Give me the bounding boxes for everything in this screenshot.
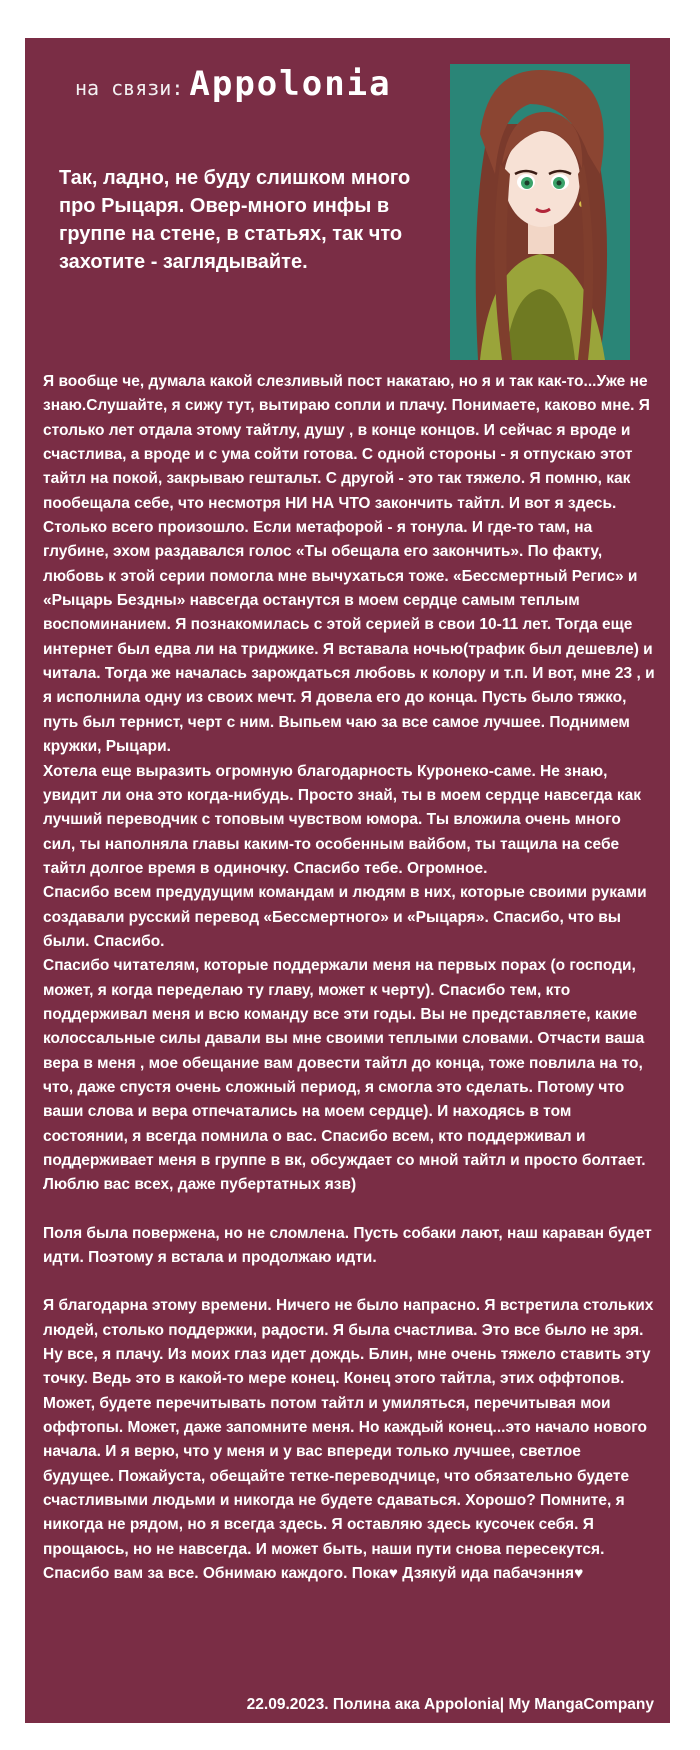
- header: [75, 64, 392, 104]
- author-name: Appolonia: [189, 64, 392, 104]
- header-prefix: на связи:: [75, 76, 184, 100]
- paragraph: Хотела еще выразить огромную благодарность Куронеко-саме. Не знаю, увидит ли она это когда-нибудь. Просто знай, ты в моем сердце навсегда как лучший переводчик с топовым чувством юмора. Ты вложила очень много сил, ты наполняла главы каким-то особенным вайбом, ты тащила на себе тайтл долгое время в одиночку. Спасибо тебе. Огромное.: [43, 762, 641, 877]
- paragraph-spacer: [43, 1270, 655, 1294]
- paragraph: Я вообще че, думала какой слезливый пост накатаю, но я и так как-то...Уже не знаю.Слушайте, я сижу тут, вытираю сопли и плачу. Понимаете, каково мне. Я столько лет отдала этому тайтлу, душу , в конце концов. И сейчас я вроде и счастлива, а вроде и с ума сойти готова. С одной стороны - я отпускаю этот тайтл на покой, закрываю гештальт. С другой - это так тяжело. Я помню, как пообещала себе, что несмотря НИ НА ЧТО закончить тайтл. И вот я здесь. Столько всего произошло. Если метафорой - я тонула. И где-то там, на глубине, эхом раздавался голос «Ты обещала его закончить». По факту, любовь к этой серии помогла мне вычухаться тоже. «Бессмертный Регис» и «Рыцарь Бездны» навсегда останутся в моем сердце самым теплым воспоминанием. Я познакомилась с этой серией в свои 10-11 лет. Тогда еще интернет был едва ли на триджике. Я вставала ночью(трафик был дешевле) и читала. Тогда же началась зарождаться любовь к колору и т.п. И вот, мне 23 , и я исполнила одну из своих мечт. Я довела его до конца. Пусть было тяжко, путь был тернист, черт с ним. Выпьем чаю за все самое лучшее. Поднимем кружки, Рыцари.: [43, 373, 655, 756]
- intro-text: Так, ладно, не буду слишком много про Рыцаря. Овер-много инфы в группе на стене, в статьях, так что захотите - заглядывайте.: [59, 167, 411, 273]
- signature-line: 22.09.2023. Полина ака Appolonia| My MangaCompany: [246, 1696, 654, 1713]
- paragraph: Поля была повержена, но не сломлена. Пусть собаки лают, наш караван будет идти. Поэтому я встала и продолжаю идти.: [43, 1224, 652, 1267]
- paragraph-spacer: [43, 1198, 655, 1222]
- afterword-body: [43, 370, 655, 1587]
- afterword-card: [25, 38, 670, 1723]
- author-portrait: [450, 64, 630, 360]
- anime-girl-portrait-icon: [450, 64, 630, 360]
- paragraph: Спасибо читателям, которые поддержали меня на первых порах (о господи, может, я когда переделаю ту главу, может к черту). Спасибо тем, кто поддерживал меня и всю команду все эти годы. Вы не представляете, какие колоссальные силы давали вы мне своими теплыми словами. Отчасти ваша вера в меня , мое обещание вам довести тайтл до конца, тоже повлила на то, что, даже спустя очень сложный период, я смогла это сделать. Потому что ваши слова и вера отпечатались на моем сердце). И находясь в том состоянии, я всегда помнила о вас. Спасибо всем, кто поддерживал и поддерживает меня в группе в вк, обсуждает со мной тайтл и просто болтает. Люблю вас всех, даже пубертатных язв): [43, 957, 646, 1194]
- paragraph: Спасибо всем предудущим командам и людям в них, которые своими руками создавали русский перевод «Бессмертного» и «Рыцаря». Спасибо, что вы были. Спасибо.: [43, 884, 647, 950]
- paragraph: Я благодарна этому времени. Ничего не было напрасно. Я встретила стольких людей, столько поддержки, радости. Я была счастлива. Это все было не зря. Ну все, я плачу. Из моих глаз идет дождь. Блин, мне очень тяжело ставить эту точку. Ведь это в какой-то мере конец. Конец этого тайтла, этих оффтопов. Может, будете перечитывать потом тайтл и умиляться, перечитывая мои оффтопы. Может, даже запомните меня. Но каждый конец...это начало нового начала. И я верю, что у меня и у вас впереди только лучшее, светлое будущее. Пожайуста, обещайте тетке-переводчице, что обязательно будете счастливыми людьми и никогда не будете сдаваться. Хорошо? Помните, я никогда не рядом, но я всегда здесь. Я оставляю здесь кусочек себя. Я прощаюсь, но не навсегда. И может быть, наши пути снова пересекутся. Спасибо вам за все. Обнимаю каждого. Пока♥ Дзякуй ида пабачэння♥: [43, 1297, 654, 1583]
